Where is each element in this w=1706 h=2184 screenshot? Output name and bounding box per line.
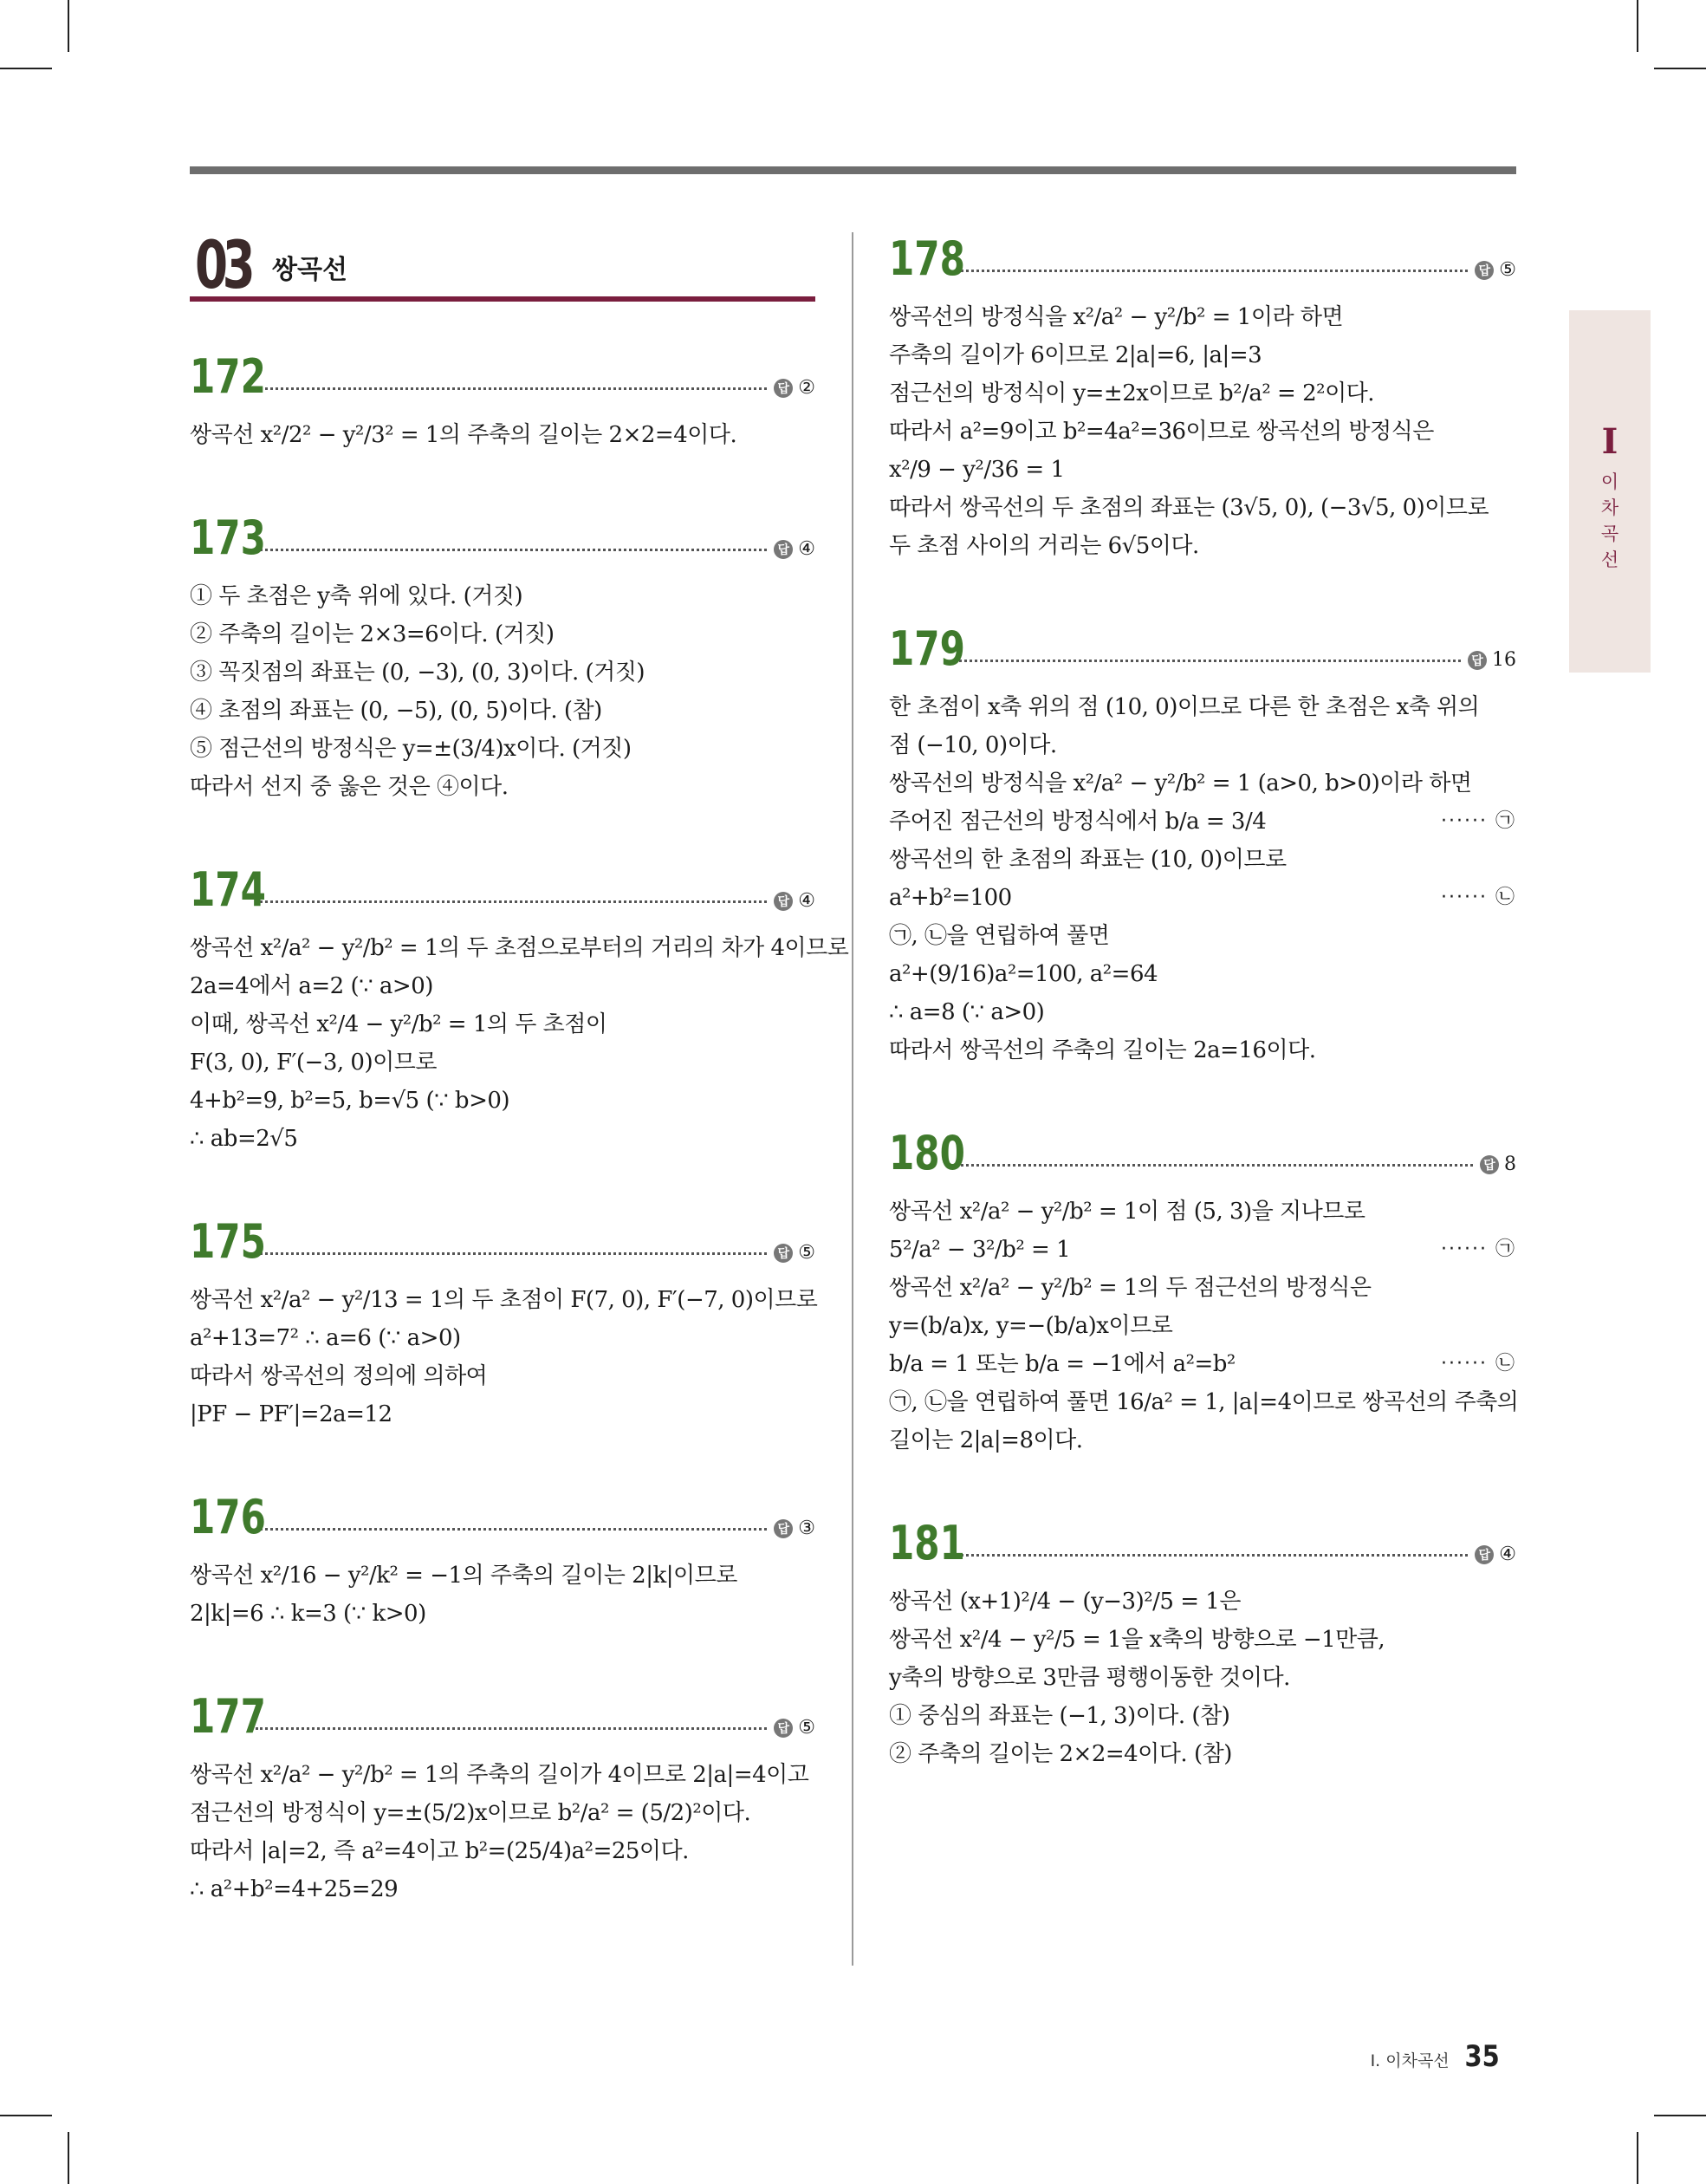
answer [774,377,815,399]
problem-174 [190,858,849,1158]
solution-line [190,1794,815,1832]
solution-text: F(3, 0), F′(−3, 0)이므로 [190,1050,437,1076]
problem-header [190,1210,815,1269]
solution-text: 쌍곡선 x²/2² − y²/3² = 1의 주축의 길이는 2×2=4이다. [190,422,737,448]
footer-section: Ⅰ. 이차곡선 [1370,2051,1450,2070]
page-footer [1371,2039,1502,2074]
right-column [889,227,1519,1825]
problem-number: 176 [190,1490,266,1544]
leader-dots [256,1727,767,1730]
solution-line [190,1082,815,1120]
solution-text: 2|k|=6 ∴ k=3 (∵ k>0) [190,1601,426,1627]
problem-header [889,1511,1516,1570]
answer [774,890,815,912]
solution-text: y축의 방향으로 3만큼 평행이동한 것이다. [889,1665,1290,1691]
solution-line [889,1583,1516,1621]
answer-value: 16 [1492,649,1516,671]
answer [774,538,815,560]
solution-text: 길이는 2|a|=8이다. [889,1427,1083,1453]
solution-line [190,1870,815,1908]
solution-text: 따라서 쌍곡선의 두 초점의 좌표는 (3√5, 0), (−3√5, 0)이므로 [889,495,1489,521]
solution-line [889,374,1516,413]
left-column [190,226,849,1960]
solution-line [889,917,1516,955]
equation-tag: ······ ㉡ [1441,887,1516,908]
solution-line [889,336,1516,374]
answer-value: 8 [1504,1154,1516,1175]
crop-mark [68,2132,69,2184]
problem-number: 180 [889,1126,965,1180]
problem-number: 175 [190,1214,266,1269]
solution-text: b/a = 1 또는 b/a = −1에서 a²=b² [889,1351,1236,1377]
solution-line [889,726,1516,764]
chapter-number: 03 [195,226,250,303]
solution-line [889,1735,1516,1773]
solution-text: a²+13=7² ∴ a=6 (∵ a>0) [190,1325,461,1351]
solution-line [889,1345,1516,1383]
solution-line [190,730,815,768]
crop-mark [1654,2115,1706,2116]
answer-icon: 답 [774,379,793,398]
answer [774,1242,815,1264]
solution-text: ∴ a=8 (∵ a>0) [889,999,1045,1025]
solution-line [889,1231,1516,1269]
solution-text: 이때, 쌍곡선 x²/4 − y²/b² = 1의 두 초점이 [190,1011,607,1037]
problem-181 [889,1511,1516,1773]
solution-text: 점 (−10, 0)이다. [889,732,1057,758]
answer-icon: 답 [774,1244,793,1263]
solution-line [190,1005,815,1043]
solution-text: ④ 초점의 좌표는 (0, −5), (0, 5)이다. (참) [190,698,602,724]
problem-header [889,227,1516,286]
answer-value: ⑤ [798,1242,815,1264]
solution-line [190,929,849,967]
problem-number: 178 [889,231,965,286]
problem-175 [190,1210,818,1433]
chapter-header [190,227,815,302]
leader-dots [256,387,767,390]
answer-icon: 답 [774,1719,793,1738]
problem-173 [190,506,815,806]
crop-mark [0,68,52,69]
solution-line [889,527,1516,565]
solution-line [190,1756,815,1794]
solution-line [889,688,1516,726]
solution-line [190,653,815,692]
solution-line [190,577,815,615]
solution-text: ① 중심의 좌표는 (−1, 3)이다. (참) [889,1703,1230,1729]
side-tab-label: 이차곡선 [1600,471,1619,570]
solution-text: 쌍곡선 x²/a² − y²/b² = 1의 두 점근선의 방정식은 [889,1275,1372,1301]
solution-text: 따라서 쌍곡선의 정의에 의하여 [190,1363,488,1389]
solution-text: 두 초점 사이의 거리는 6√5이다. [889,533,1199,559]
crop-mark [1654,68,1706,69]
problem-header [190,345,815,404]
solution-text: 쌍곡선 x²/a² − y²/b² = 1의 주축의 길이가 4이므로 2|a|=4이고 [190,1762,809,1788]
solution-line [889,1421,1516,1459]
solution-line [889,1621,1516,1659]
solution-text: x²/9 − y²/36 = 1 [889,457,1065,483]
chapter-title: 쌍곡선 [272,255,347,285]
solution-line [190,1319,815,1357]
solution-text: 쌍곡선 x²/a² − y²/b² = 1이 점 (5, 3)을 지나므로 [889,1199,1365,1225]
solution-line [889,841,1516,879]
answer-value: ③ [798,1518,815,1539]
page-number: 35 [1464,2039,1500,2074]
solution-text: ② 주축의 길이는 2×3=6이다. (거짓) [190,621,555,647]
leader-dots [955,1164,1473,1167]
solution-text: 쌍곡선 x²/16 − y²/k² = −1의 주축의 길이는 2|k|이므로 [190,1563,737,1589]
solution-text: a²+b²=100 [889,885,1012,911]
answer-icon: 답 [774,1519,793,1538]
solution-line [889,1031,1516,1069]
solution-text: 쌍곡선 (x+1)²/4 − (y−3)²/5 = 1은 [889,1589,1241,1615]
solution-line [889,993,1516,1031]
answer-value: ⑤ [798,1717,815,1739]
problem-number: 174 [190,862,266,917]
solution-text: ㉠, ㉡을 연립하여 풀면 16/a² = 1, |a|=4이므로 쌍곡선의 주축의 [889,1389,1519,1415]
crop-mark [1637,2132,1638,2184]
problem-header [889,617,1516,676]
solution-line [190,692,815,730]
top-rule [190,166,1516,174]
problem-177 [190,1685,815,1908]
solution-line [889,451,1516,489]
solution-text: 5²/a² − 3²/b² = 1 [889,1237,1071,1263]
answer-value: ④ [798,890,815,912]
side-tab [1569,310,1651,673]
problem-number: 177 [190,1689,266,1744]
answer [1475,1544,1516,1565]
crop-mark [1637,0,1638,52]
solution-line [889,1269,1516,1307]
solution-line [889,1383,1519,1421]
answer-icon: 답 [1480,1155,1499,1174]
solution-text: ① 두 초점은 y축 위에 있다. (거짓) [190,583,523,609]
solution-text: 쌍곡선의 방정식을 x²/a² − y²/b² = 1이라 하면 [889,304,1344,330]
solution-text: ∴ a²+b²=4+25=29 [190,1876,399,1902]
problem-header [190,1485,815,1544]
problem-176 [190,1485,815,1633]
problem-number: 172 [190,349,266,404]
solution-line [889,298,1516,336]
solution-line [190,615,815,653]
solution-line [889,489,1516,527]
answer-value: ④ [1499,1544,1516,1565]
solution-line [889,1193,1516,1231]
solution-text: 쌍곡선 x²/4 − y²/5 = 1을 x축의 방향으로 −1만큼, [889,1627,1385,1653]
answer-icon: 답 [1468,651,1487,670]
solution-line [889,413,1516,451]
problem-180 [889,1121,1519,1459]
leader-dots [955,1554,1468,1557]
solution-text: 쌍곡선의 방정식을 x²/a² − y²/b² = 1 (a>0, b>0)이라 하면 [889,770,1472,796]
solution-text: 쌍곡선의 한 초점의 좌표는 (10, 0)이므로 [889,847,1287,873]
leader-dots [256,1528,767,1531]
solution-line [190,1281,818,1319]
problem-number: 181 [889,1516,965,1570]
leader-dots [256,900,767,903]
solution-line [889,764,1516,803]
answer-icon: 답 [774,540,793,559]
solution-line [889,1697,1516,1735]
solution-line [190,967,815,1005]
answer-icon: 답 [1475,1545,1494,1564]
answer-value: ④ [798,538,815,560]
answer [1468,649,1516,671]
solution-line [889,803,1516,841]
solution-text: 2a=4에서 a=2 (∵ a>0) [190,973,433,999]
problem-172 [190,345,815,454]
solution-line [190,1832,815,1870]
leader-dots [955,270,1468,272]
solution-text: y=(b/a)x, y=−(b/a)x이므로 [889,1313,1173,1339]
solution-text: 점근선의 방정식이 y=±2x이므로 b²/a² = 2²이다. [889,380,1375,406]
solution-line [190,416,815,454]
solution-text: ㉠, ㉡을 연립하여 풀면 [889,923,1110,949]
solution-text: ⑤ 점근선의 방정식은 y=±(3/4)x이다. (거짓) [190,736,632,762]
problem-number: 179 [889,621,965,676]
solution-text: 따라서 |a|=2, 즉 a²=4이고 b²=(25/4)a²=25이다. [190,1838,689,1864]
solution-text: ② 주축의 길이는 2×2=4이다. (참) [889,1741,1232,1767]
crop-mark [0,2115,52,2116]
problem-header [889,1121,1516,1180]
solution-line [190,1043,815,1082]
solution-text: 따라서 a²=9이고 b²=4a²=36이므로 쌍곡선의 방정식은 [889,419,1434,445]
equation-tag: ······ ㉠ [1441,1238,1516,1260]
side-tab-roman: I [1601,421,1618,462]
solution-line [190,1595,815,1633]
answer-icon: 답 [774,892,793,911]
solution-line [190,768,815,806]
solution-text: 쌍곡선 x²/a² − y²/b² = 1의 두 초점으로부터의 거리의 차가 4이므로 [190,935,849,961]
column-divider [852,232,853,1966]
solution-line [889,879,1516,917]
problem-178 [889,227,1516,565]
solution-text: a²+(9/16)a²=100, a²=64 [889,961,1158,987]
solution-text: 쌍곡선 x²/a² − y²/13 = 1의 두 초점이 F(7, 0), F′(−7, 0)이므로 [190,1287,818,1313]
leader-dots [256,1252,767,1255]
solution-text: ∴ ab=2√5 [190,1126,298,1152]
problem-header [190,506,815,565]
solution-text: 따라서 선지 중 옳은 것은 ④이다. [190,774,509,800]
equation-tag: ······ ㉠ [1441,810,1516,832]
solution-text: 주어진 점근선의 방정식에서 b/a = 3/4 [889,809,1267,835]
solution-line [889,1659,1516,1697]
answer-value: ⑤ [1499,259,1516,281]
leader-dots [256,549,767,551]
solution-text: 주축의 길이가 6이므로 2|a|=6, |a|=3 [889,342,1262,368]
solution-line [190,1557,815,1595]
solution-text: 4+b²=9, b²=5, b=√5 (∵ b>0) [190,1088,510,1114]
solution-line [190,1120,815,1158]
solution-text: ③ 꼭짓점의 좌표는 (0, −3), (0, 3)이다. (거짓) [190,660,645,686]
problem-header [190,1685,815,1744]
left-problem-list [190,345,849,1908]
answer [774,1518,815,1539]
solution-text: |PF − PF′|=2a=12 [190,1401,392,1427]
leader-dots [955,660,1461,662]
solution-text: 한 초점이 x축 위의 점 (10, 0)이므로 다른 한 초점은 x축 위의 [889,694,1480,720]
crop-mark [68,0,69,52]
solution-line [190,1357,815,1395]
solution-text: 따라서 쌍곡선의 주축의 길이는 2a=16이다. [889,1037,1316,1063]
solution-line [190,1395,815,1433]
right-problem-list [889,227,1519,1773]
equation-tag: ······ ㉡ [1441,1353,1516,1375]
answer-icon: 답 [1475,261,1494,280]
solution-text: 점근선의 방정식이 y=±(5/2)x이므로 b²/a² = (5/2)²이다. [190,1800,751,1826]
problem-header [190,858,815,917]
answer [774,1717,815,1739]
answer-value: ② [798,377,815,399]
answer [1475,259,1516,281]
solution-line [889,955,1516,993]
answer [1480,1154,1516,1175]
problem-number: 173 [190,510,266,565]
problem-179 [889,617,1516,1069]
solution-line [889,1307,1516,1345]
